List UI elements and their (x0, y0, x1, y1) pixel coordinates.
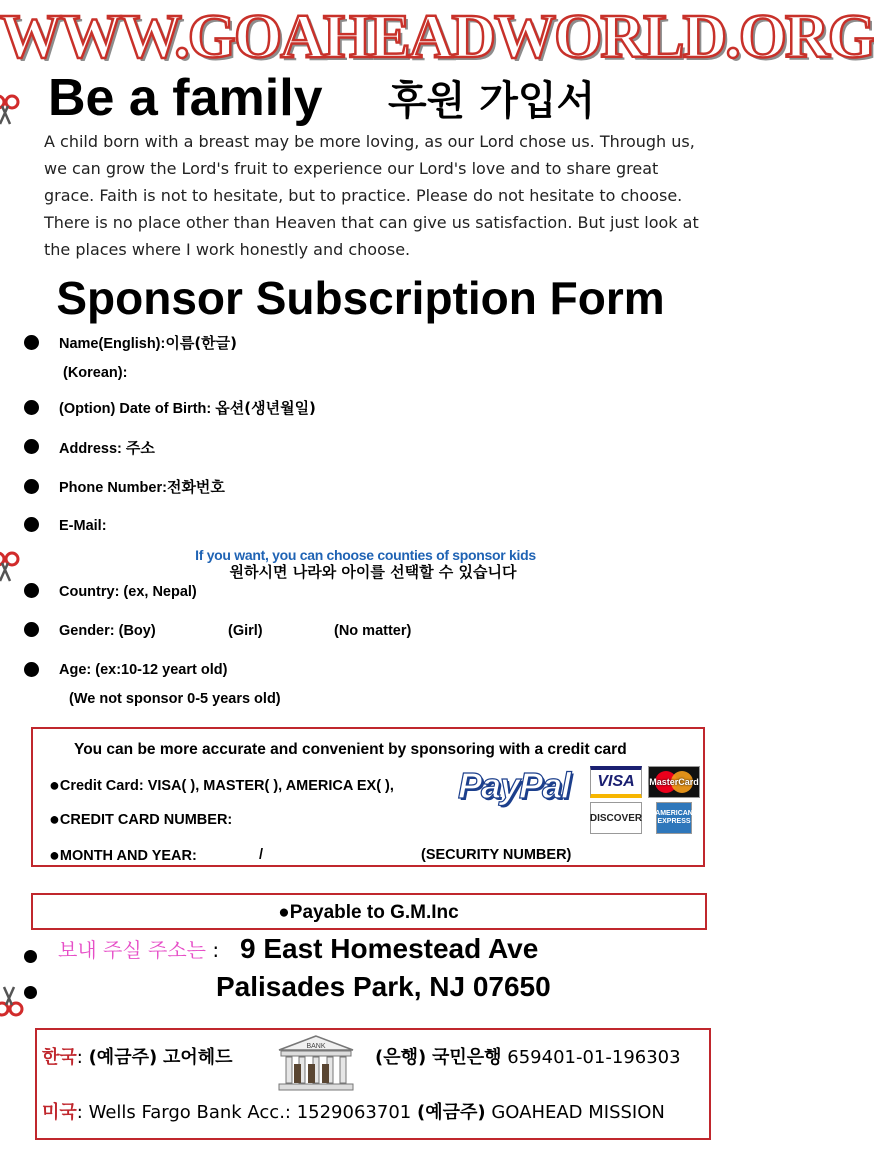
mailing-address-line2: Palisades Park, NJ 07650 (216, 971, 551, 1002)
country-field-label[interactable]: Country: (ex, Nepal) (59, 584, 197, 600)
age-note: (We not sponsor 0-5 years old) (69, 691, 281, 707)
bullet-icon (24, 583, 39, 598)
address-korean-label: 주소 (125, 439, 155, 457)
address-field-label[interactable] (59, 438, 155, 459)
gender-girl-option[interactable]: (Girl) (228, 623, 263, 639)
us-bank-line: 미국: Wells Fargo Bank Acc.: 1529063701 (예금주) GOAHEAD MISSION (42, 1102, 665, 1123)
gender-boy-option[interactable]: Gender: (Boy) (59, 623, 156, 639)
us-label: 미국 (42, 1102, 77, 1123)
bullet-icon: ● (278, 902, 290, 923)
mastercard-logo (648, 766, 700, 798)
bullet-icon (24, 622, 39, 637)
phone-field-label[interactable] (59, 477, 225, 498)
bullet-icon: ● (49, 775, 60, 795)
korea-holder: 고어헤드 (162, 1047, 233, 1068)
email-field-label[interactable]: E-Mail: (59, 518, 107, 534)
korea-account-number: 659401-01-196303 (507, 1047, 681, 1068)
page-title-korean: 후원 가입서 (388, 78, 596, 124)
sponsor-choice-hint: If you want, you can choose counties of sponsor kids (195, 547, 536, 563)
credit-card-heading: You can be more accurate and convenient by sponsoring with a credit card (74, 741, 627, 758)
scissors-icon (0, 86, 22, 126)
korea-bank-label: (은행) (375, 1047, 427, 1068)
amex-logo: AMERICAN EXPRESS (656, 802, 692, 834)
site-url-banner: WWW.GOAHEADWORLD.ORG (0, 3, 874, 71)
scissors-icon (0, 985, 26, 1025)
expiry-field[interactable] (49, 845, 197, 866)
payable-label: Payable to G.M.Inc (289, 902, 459, 923)
dob-english-label: (Option) Date of Birth: (59, 401, 212, 417)
phone-korean-label: 전화번호 (166, 478, 225, 496)
phone-english-label: Phone Number: (59, 480, 167, 496)
us-holder-label: (예금주) (416, 1102, 486, 1123)
sponsor-choice-hint-korean: 원하시면 나라와 아이를 선택할 수 있습니다 (229, 563, 517, 581)
mailing-address-label-text: 보내 주실 주소는 (58, 938, 206, 962)
name-english-label: Name(English): (59, 336, 166, 352)
bullet-icon (24, 439, 39, 454)
bullet-icon (24, 479, 39, 494)
korea-bank-name: 국민은행 (431, 1047, 502, 1068)
name-korean-field-label[interactable]: (Korean): (63, 365, 128, 381)
form-title: Sponsor Subscription Form (56, 272, 665, 324)
card-type-label: Credit Card: VISA( ), MASTER( ), AMERICA EX( ), (59, 778, 394, 794)
card-type-field[interactable] (49, 775, 394, 796)
bullet-icon (24, 400, 39, 415)
page-title: Be a family (48, 69, 323, 127)
gender-any-option[interactable]: (No matter) (334, 623, 412, 639)
bank-building-icon (275, 1034, 357, 1094)
bullet-icon (24, 335, 39, 350)
discover-logo (590, 802, 642, 834)
visa-logo: VISA (590, 766, 642, 798)
dob-korean-label: 옵션(생년월일) (215, 399, 316, 417)
security-number-field[interactable]: (SECURITY NUMBER) (421, 847, 572, 863)
mailing-address-colon: : (205, 938, 220, 962)
dob-field-label[interactable] (59, 398, 316, 419)
bank-logo-text: BANK (306, 1043, 326, 1050)
intro-paragraph: A child born with a breast may be more loving, as our Lord chose us. Through us, we can grow the Lord's fruit to experience our Lord's love and to share great grace. Faith is not to hesitate, but to practice. Please do not hesitate to choose. There is no place other than Heaven that can give us satisfaction. But just look at the places where I work honestly and choose. (44, 132, 699, 259)
payable-text (0, 901, 737, 925)
name-korean-label: 이름(한글) (165, 334, 238, 352)
korea-bank-line: 한국: (예금주) 고어헤드 (42, 1047, 233, 1068)
name-field-label[interactable] (59, 333, 237, 354)
korea-label: 한국 (42, 1047, 77, 1068)
mastercard-logo-text: MasterCard (649, 777, 699, 787)
us-bank-account: Wells Fargo Bank Acc.: 1529063701 (88, 1102, 412, 1123)
expiry-label: MONTH AND YEAR: (59, 848, 197, 864)
us-holder: GOAHEAD MISSION (491, 1102, 665, 1123)
bullet-icon (24, 950, 37, 963)
card-number-field[interactable] (49, 809, 232, 830)
address-english-label: Address: (59, 441, 122, 457)
age-field-label[interactable]: Age: (ex:10-12 yeart old) (59, 662, 228, 678)
discover-logo-text: DISCOVER (589, 812, 643, 824)
card-number-label: CREDIT CARD NUMBER: (59, 812, 233, 828)
mailing-address-label (58, 936, 219, 964)
korea-bank-details (375, 1045, 681, 1071)
bullet-icon: ● (49, 845, 60, 865)
bullet-icon: ● (49, 809, 60, 829)
paypal-logo: PayPal (458, 765, 571, 806)
expiry-separator: / (259, 847, 264, 863)
korea-holder-label: (예금주) (88, 1047, 158, 1068)
bullet-icon (24, 986, 37, 999)
bullet-icon (24, 517, 39, 532)
mailing-address-line1: 9 East Homestead Ave (240, 933, 539, 964)
bullet-icon (24, 662, 39, 677)
